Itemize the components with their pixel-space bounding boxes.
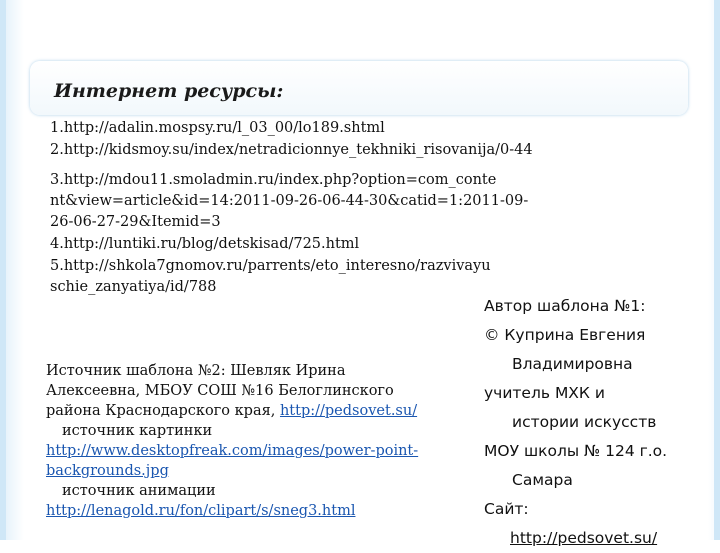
resource-link-4[interactable]: 4.http://luntiki.ru/blog/detskisad/725.html — [50, 236, 360, 252]
template1-position: учитель МХК и — [484, 384, 605, 402]
template2-line3 — [46, 401, 466, 421]
resource-link-3-cont[interactable]: nt&view=article&id=14:2011-09-26-06-44-30&catid=1:2011-09- — [50, 193, 529, 209]
template1-site-link[interactable]: http://pedsovet.su/ — [510, 529, 658, 547]
template1-author-heading: Автор шаблона №1: — [484, 297, 646, 315]
template1-author-patronymic: Владимировна — [512, 355, 633, 373]
template2-link[interactable]: http://pedsovet.su/ — [279, 403, 418, 419]
animation-source-link[interactable]: http://lenagold.ru/fon/clipart/s/sneg3.html — [46, 503, 356, 519]
picture-source-link-cont[interactable]: backgrounds.jpg — [46, 463, 169, 479]
resource-link-2[interactable]: 2.http://kidsmoy.su/index/netradicionnye_tekhniki_risovanija/0-44 — [50, 142, 533, 158]
template2-line1: Источник шаблона №2: Шевляк Ирина — [46, 363, 346, 379]
picture-source-label: источник картинки — [62, 423, 213, 439]
picture-source-link[interactable]: http://www.desktopfreak.com/images/power-point- — [46, 443, 419, 459]
template1-school: МОУ школы № 124 г.о. — [484, 442, 668, 460]
template2-line2: Алексеевна, МБОУ СОШ №16 Белоглинского — [46, 383, 394, 399]
template1-position-cont: истории искусств — [512, 413, 657, 431]
resource-link-1[interactable]: 1.http://adalin.mospsy.ru/l_03_00/lo189.shtml — [50, 120, 385, 136]
slide-title: Интернет ресурсы: — [54, 80, 284, 102]
template1-author-name: © Куприна Евгения — [484, 326, 646, 344]
template1-city: Самара — [512, 471, 573, 489]
template1-credits — [484, 292, 704, 553]
resource-link-3[interactable]: 3.http://mdou11.smoladmin.ru/index.php?option=com_conte — [50, 172, 497, 188]
resource-link-5-cont[interactable]: schie_zanyatiya/id/788 — [50, 279, 217, 295]
resource-link-5[interactable]: 5.http://shkola7gnomov.ru/parrents/eto_interesno/razvivayu — [50, 258, 491, 274]
animation-source-label: источник анимации — [62, 483, 216, 499]
resource-link-3-cont2[interactable]: 26-06-27-29&Itemid=3 — [50, 214, 221, 230]
template2-credits — [46, 361, 466, 521]
template1-site-label: Сайт: — [484, 500, 529, 518]
template2-region: района Краснодарского края, — [46, 403, 280, 419]
